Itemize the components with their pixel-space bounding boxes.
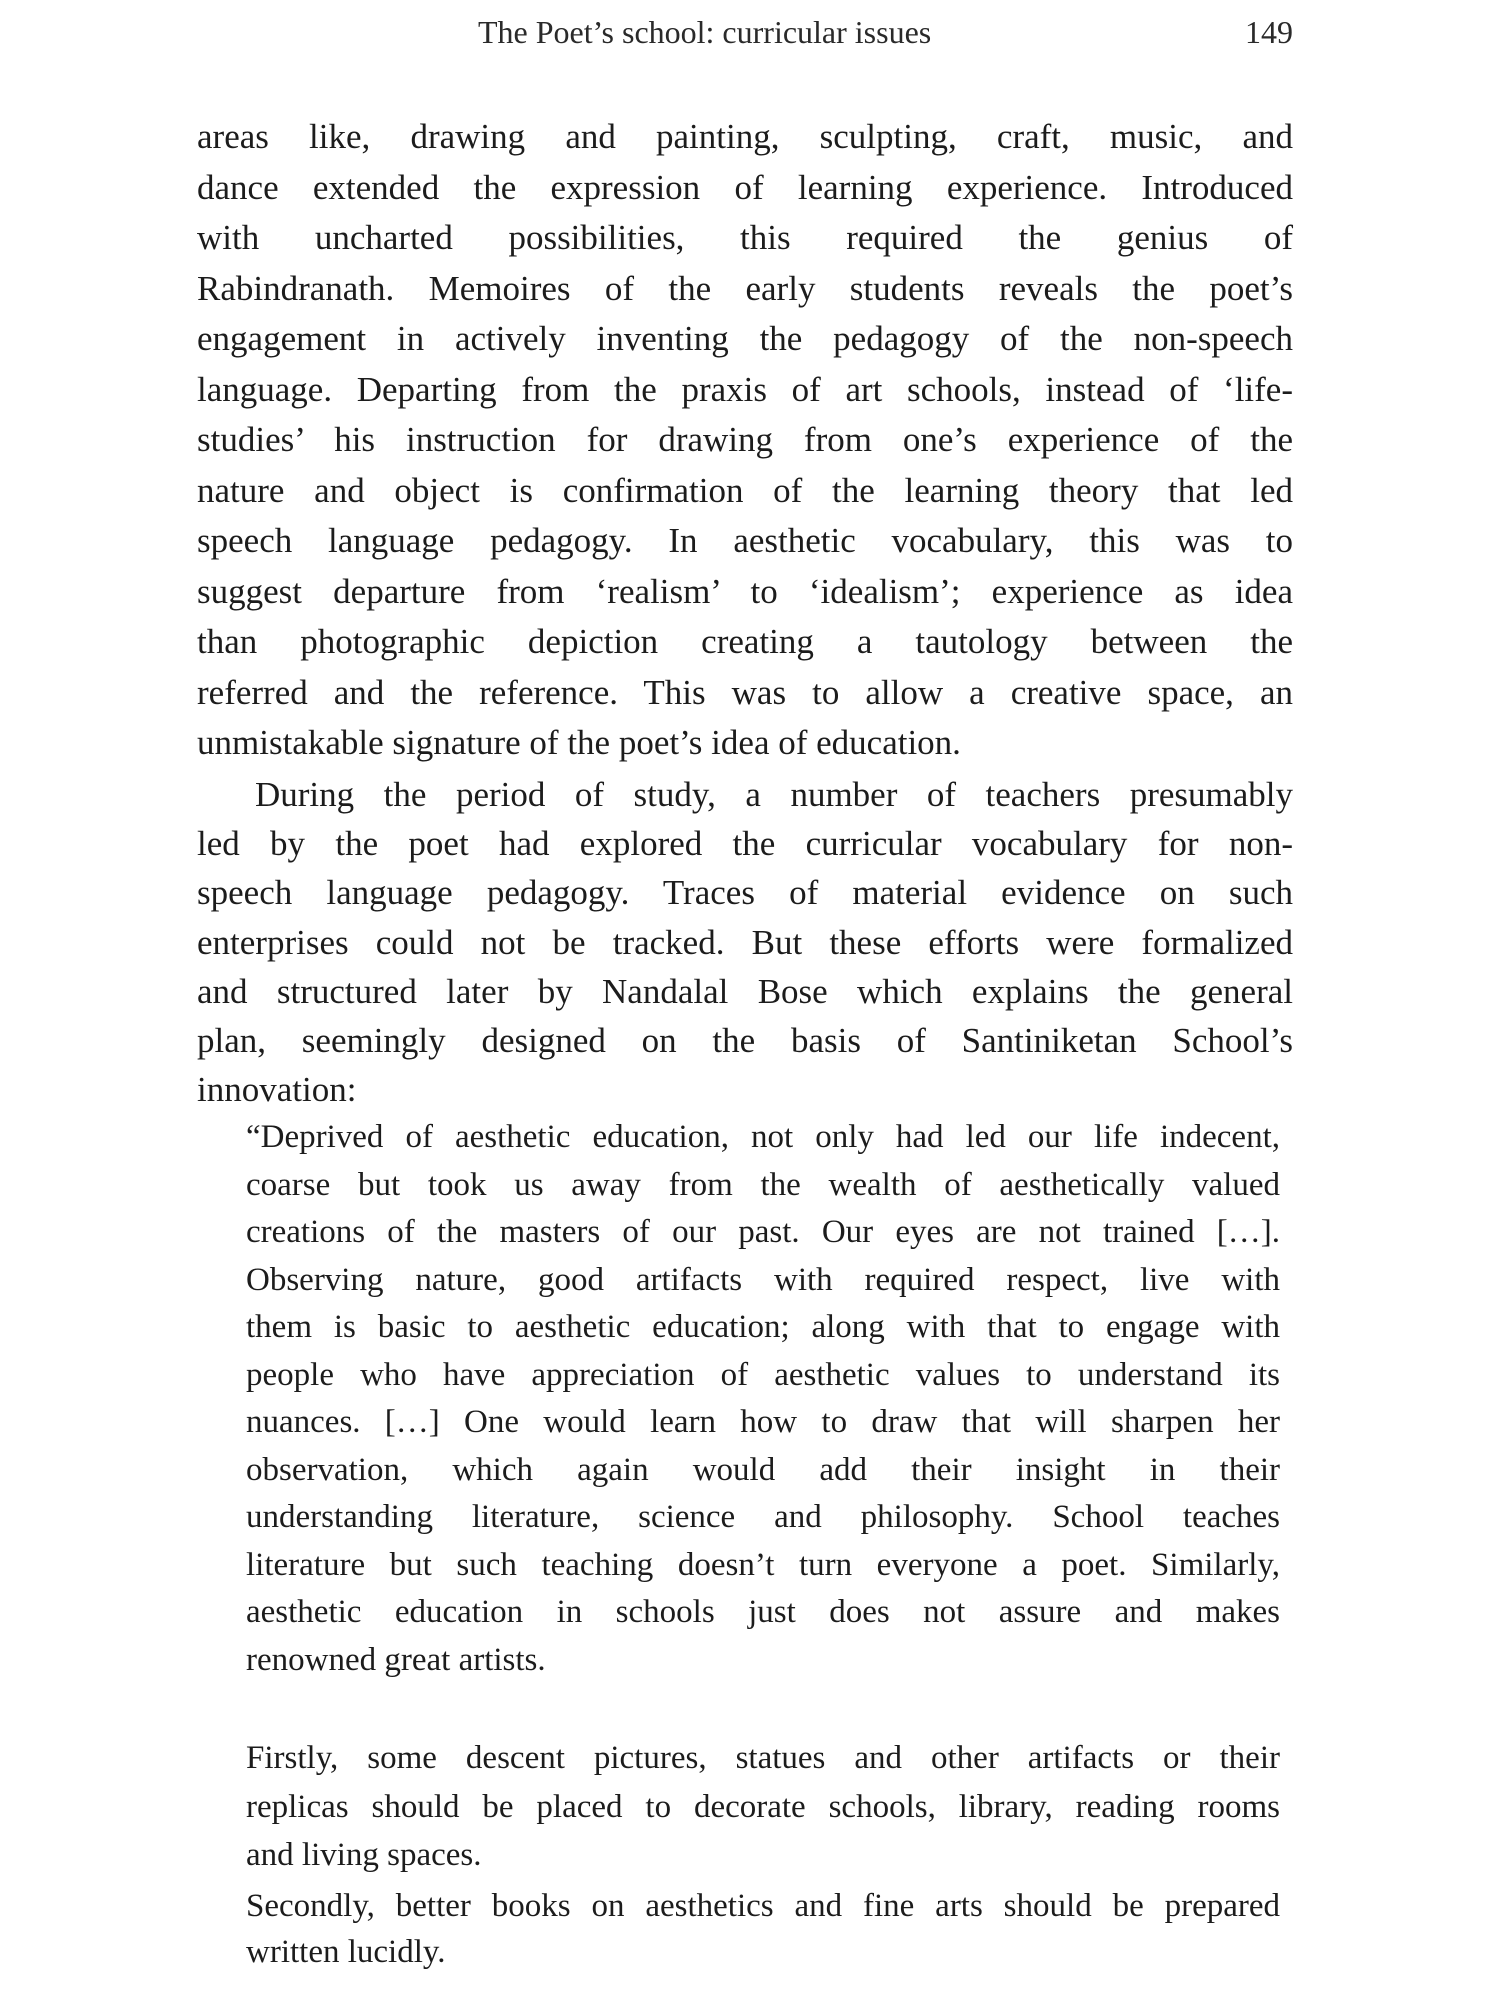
text-line: During the period of study, a number of teachers presumably <box>255 775 1293 814</box>
text-line: replicas should be placed to decorate schools, library, reading rooms <box>246 1788 1280 1825</box>
text-line: innovation: <box>197 1070 357 1110</box>
text-line: and living spaces. <box>246 1837 482 1873</box>
text-line: referred and the reference. This was to allow a creative space, an <box>197 672 1293 712</box>
paragraph-1 <box>197 112 1293 769</box>
text-line: Firstly, some descent pictures, statues and other artifacts or their <box>246 1740 1280 1776</box>
quote-point-secondly <box>246 1883 1280 1975</box>
text-line: plan, seemingly designed on the basis of Santiniketan School’s <box>197 1020 1293 1060</box>
text-line: aesthetic education in schools just does not assure and makes <box>246 1594 1280 1630</box>
text-line: suggest departure from ‘realism’ to ‘idealism’; experience as idea <box>197 571 1293 611</box>
text-line: nature and object is confirmation of the learning theory that led <box>197 470 1293 510</box>
text-line: Observing nature, good artifacts with required respect, live with <box>246 1261 1280 1298</box>
text-line: written lucidly. <box>246 1934 446 1970</box>
text-line: engagement in actively inventing the pedagogy of the non-speech <box>197 319 1293 358</box>
running-header-title: The Poet’s school: curricular issues <box>478 14 932 50</box>
text-line: unmistakable signature of the poet’s idea of education. <box>197 723 961 762</box>
text-line: nuances. […] One would learn how to draw that will sharpen her <box>246 1404 1280 1440</box>
text-line: language. Departing from the praxis of art schools, instead of ‘life- <box>197 369 1293 409</box>
text-line: Secondly, better books on aesthetics and fine arts should be prepared <box>246 1888 1280 1924</box>
page-number: 149 <box>1245 14 1293 50</box>
quote-point-firstly <box>246 1734 1280 1880</box>
text-line: coarse but took us away from the wealth of aesthetically valued <box>246 1166 1280 1203</box>
text-line: areas like, drawing and painting, sculpting, craft, music, and <box>197 117 1293 156</box>
text-line: creations of the masters of our past. Our eyes are not trained […]. <box>246 1214 1280 1250</box>
text-line: and structured later by Nandalal Bose which explains the general <box>197 971 1293 1011</box>
text-line: studies’ his instruction for drawing from one’s experience of the <box>197 420 1293 459</box>
text-line: than photographic depiction creating a tautology between the <box>197 622 1293 661</box>
block-quote <box>246 1114 1280 1684</box>
text-line: observation, which again would add their insight in their <box>246 1451 1280 1488</box>
text-line: enterprises could not be tracked. But these efforts were formalized <box>197 922 1293 962</box>
text-line: Rabindranath. Memoires of the early students reveals the poet’s <box>197 268 1293 308</box>
text-line: led by the poet had explored the curricular vocabulary for non- <box>197 824 1293 864</box>
text-line: “Deprived of aesthetic education, not only had led our life indecent, <box>246 1119 1280 1155</box>
text-line: renowned great artists. <box>246 1641 546 1678</box>
text-line: them is basic to aesthetic education; along with that to engage with <box>246 1309 1280 1345</box>
text-line: understanding literature, science and philosophy. School teaches <box>246 1499 1280 1535</box>
text-line: with uncharted possibilities, this required the genius of <box>197 218 1293 257</box>
text-line: literature but such teaching doesn’t turn everyone a poet. Similarly, <box>246 1546 1280 1583</box>
text-line: dance extended the expression of learning experience. Introduced <box>197 167 1293 207</box>
text-line: speech language pedagogy. In aesthetic vocabulary, this was to <box>197 521 1293 560</box>
text-line: speech language pedagogy. Traces of material evidence on such <box>197 873 1293 913</box>
paragraph-2 <box>197 770 1293 1114</box>
text-line: people who have appreciation of aesthetic values to understand its <box>246 1356 1280 1393</box>
